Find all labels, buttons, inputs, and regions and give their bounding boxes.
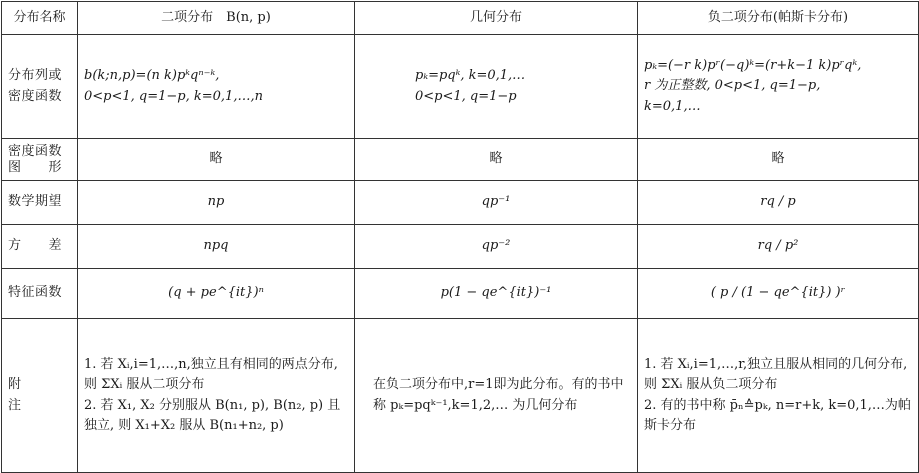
notes-geometric-text: 在负二项分布中,r=1即为此分布。有的书中称 pₖ=pqᵏ⁻¹,k=1,2,… 为几何分布: [373, 377, 624, 413]
pmf-negbinomial-line1: pₖ=(−r k)pʳ(−q)ᵏ=(r+k−1 k)pʳqᵏ,: [644, 58, 862, 74]
variance-negbinomial: rq / p²: [638, 225, 919, 269]
cell-pmf-geometric: [355, 35, 638, 139]
row-graph: [2, 139, 919, 181]
notes-binomial-2: 2. 若 X₁, X₂ 分别服从 B(n₁, p), B(n₂, p) 且独立, 则 X₁+X₂ 服从 B(n₁+n₂, p): [84, 397, 341, 433]
mean-negbinomial: rq / p: [638, 181, 919, 225]
header-negbinomial: 负二项分布(帕斯卡分布): [638, 2, 919, 35]
row-mean: [2, 181, 919, 225]
row-pmf: [2, 35, 919, 139]
header-binomial: 二项分布 B(n, p): [78, 2, 355, 35]
notes-binomial: [78, 319, 355, 473]
pmf-negbinomial-line3: k=0,1,…: [644, 98, 701, 114]
charfn-binomial: (q + pe^{it})ⁿ: [78, 269, 355, 319]
charfn-negbinomial: ( p / (1 − qe^{it}) )ʳ: [638, 269, 919, 319]
distribution-table: [1, 1, 919, 473]
pmf-binomial-line1: b(k;n,p)=(n k)pᵏqⁿ⁻ᵏ,: [84, 68, 220, 84]
charfn-geometric: p(1 − qe^{it})⁻¹: [355, 269, 638, 319]
row-label-mean: 数学期望: [2, 181, 78, 225]
graph-label-line1: 密度函数: [8, 143, 63, 159]
graph-geometric: 略: [355, 139, 638, 181]
pmf-negbinomial-line2: r 为正整数, 0<p<1, q=1−p,: [644, 78, 821, 94]
row-charfn: [2, 269, 919, 319]
notes-negbinomial: [638, 319, 919, 473]
pmf-geometric-line2: 0<p<1, q=1−p: [415, 88, 517, 104]
row-label-variance: 方 差: [2, 225, 78, 269]
row-notes: [2, 319, 919, 473]
pmf-binomial-line2: 0<p<1, q=1−p, k=0,1,…,n: [84, 88, 263, 104]
notes-negbinomial-2: 2. 有的书中称 p̄ₙ≙pₖ, n=r+k, k=0,1,…为帕斯卡分布: [644, 397, 911, 433]
mean-binomial: np: [78, 181, 355, 225]
graph-negbinomial: 略: [638, 139, 919, 181]
row-variance: [2, 225, 919, 269]
pmf-geometric-line1: pₖ=pqᵏ, k=0,1,…: [415, 68, 526, 84]
row-label-notes: 附 注: [2, 319, 78, 473]
graph-label-line2: 图 形: [8, 159, 63, 175]
header-row: [2, 2, 919, 35]
row-label-charfn: 特征函数: [2, 269, 78, 319]
variance-geometric: qp⁻²: [355, 225, 638, 269]
graph-binomial: 略: [78, 139, 355, 181]
header-geometric: 几何分布: [355, 2, 638, 35]
row-label-graph: [2, 139, 78, 181]
row-label-pmf: 分布列或密度函数: [2, 35, 78, 139]
cell-pmf-negbinomial: [638, 35, 919, 139]
cell-pmf-binomial: [78, 35, 355, 139]
notes-negbinomial-1: 1. 若 Xᵢ,i=1,…,r,独立且服从相同的几何分布, 则 ΣXᵢ 服从负二项分布: [644, 357, 908, 393]
notes-binomial-1: 1. 若 Xᵢ,i=1,…,n,独立且有相同的两点分布,则 ΣXᵢ 服从二项分布: [84, 357, 338, 393]
mean-geometric: qp⁻¹: [355, 181, 638, 225]
header-name: 分布名称: [2, 2, 78, 35]
variance-binomial: npq: [78, 225, 355, 269]
notes-geometric: [355, 319, 638, 473]
